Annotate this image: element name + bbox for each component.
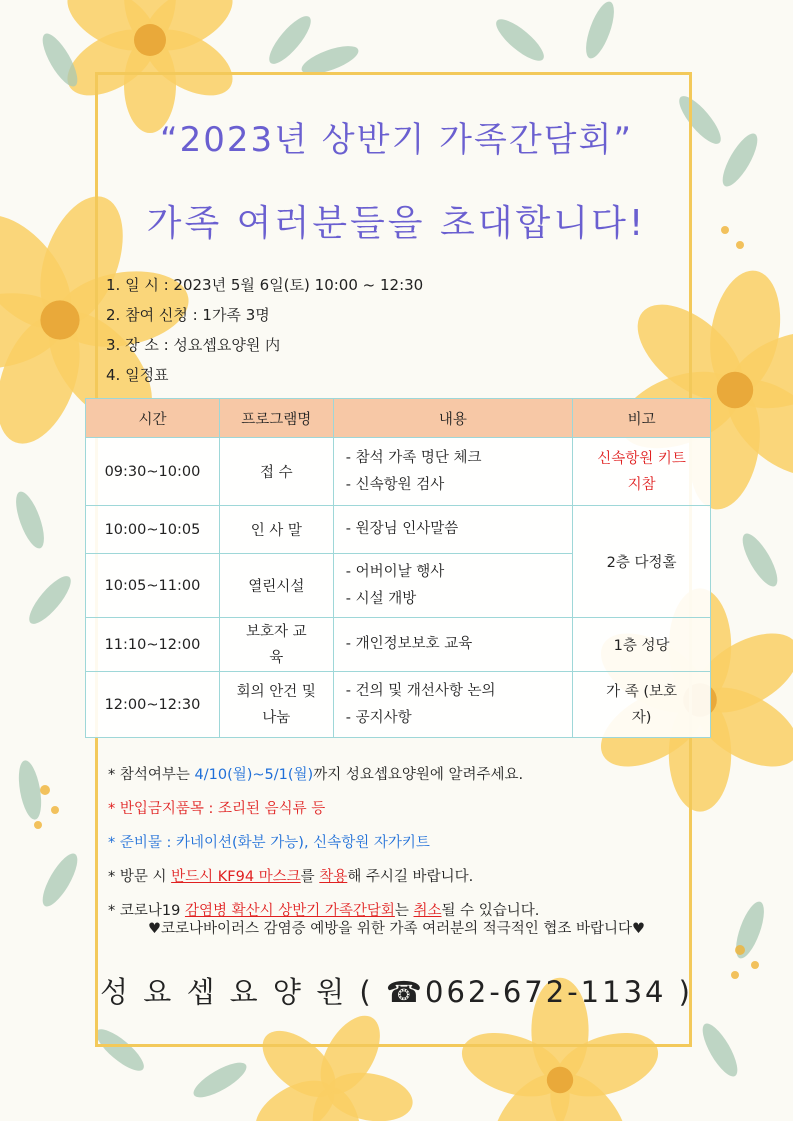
title-line-2: 가족 여러분들을 초대합니다! [146, 203, 647, 244]
content-line: - 건의 및 개선사항 논의 [345, 682, 496, 699]
header-content: 내용 [333, 399, 572, 438]
organization-contact: 성 요 셉 요 양 원 ( ☎062-672-1134 ) [99, 975, 694, 1009]
info-location: 3. 장 소 : 성요셉요양원 内 [106, 336, 281, 354]
content-line: - 참석 가족 명단 체크 [345, 449, 482, 466]
cell-content [333, 618, 572, 672]
cell-program: 접 수 [219, 438, 333, 506]
note-text: * 방문 시 [108, 869, 172, 885]
info-schedule-label: 4. 일정표 [106, 366, 169, 384]
header-time: 시간 [86, 399, 220, 438]
content-line: - 공지사항 [345, 709, 412, 726]
cell-program: 열린시설 [219, 554, 333, 618]
note-text: 해 주시길 바랍니다. [347, 869, 474, 885]
note-prepare: * 준비물 : 카네이션(화분 가능), 신속항원 자가키트 [108, 835, 430, 851]
cell-content [333, 672, 572, 738]
table-row [86, 672, 711, 738]
note-cancel-word: 취소 [413, 903, 442, 919]
info-participants: 2. 참여 신청 : 1가족 3명 [106, 306, 270, 324]
cell-program: 회의 안건 및 나눔 [219, 672, 333, 738]
notes-list [108, 758, 539, 928]
table-row [86, 506, 711, 554]
cell-note: 신속항원 키트 지참 [573, 438, 711, 506]
cell-time: 09:30~10:00 [86, 438, 220, 506]
note-text: 를 [300, 869, 320, 885]
note-attendance [108, 758, 539, 792]
cell-content [333, 438, 572, 506]
schedule-table [85, 398, 711, 738]
note-text: 까지 성요셉요양원에 알려주세요. [313, 767, 524, 783]
cell-program: 보호자 교육 [219, 618, 333, 672]
note-text: * 참석여부는 [108, 767, 195, 783]
content-line: - 신속항원 검사 [345, 476, 445, 493]
content-line: - 어버이날 행사 [345, 563, 445, 580]
cell-program: 인 사 말 [219, 506, 333, 554]
note-text: * 코로나19 [108, 903, 185, 919]
cell-time: 12:00~12:30 [86, 672, 220, 738]
cell-note: 가 족 (보호자) [573, 672, 711, 738]
cell-note: 2층 다정홀 [573, 506, 711, 618]
note-dates: 4/10(월)~5/1(월) [194, 767, 314, 783]
note-mask-emphasis: 반드시 KF94 마스크 [171, 869, 301, 885]
note-mask [108, 860, 539, 894]
title-line-1: “2023년 상반기 가족간담회” [160, 120, 633, 160]
header-program: 프로그램명 [219, 399, 333, 438]
info-date: 1. 일 시 : 2023년 5월 6일(토) 10:00 ~ 12:30 [106, 276, 424, 294]
cell-content [333, 554, 572, 618]
note-wear-emphasis: 착용 [319, 869, 348, 885]
cell-note: 1층 성당 [573, 618, 711, 672]
note-prohibited: * 반입금지품목 : 조리된 음식류 등 [108, 801, 326, 817]
table-row [86, 438, 711, 506]
table-header-row [86, 399, 711, 438]
cell-time: 10:05~11:00 [86, 554, 220, 618]
table-row [86, 618, 711, 672]
content-line: - 개인정보보호 교육 [345, 636, 473, 652]
content-line: - 원장님 인사말씀 [345, 521, 459, 537]
header-note: 비고 [573, 399, 711, 438]
event-info [106, 270, 423, 390]
content-line: - 시설 개방 [345, 590, 417, 607]
closing-message: ♥코로나바이러스 감염증 예방을 위한 가족 여러분의 적극적인 협조 바랍니다♥ [147, 921, 646, 937]
note-text: 는 [394, 903, 414, 919]
cell-content [333, 506, 572, 554]
cell-time: 11:10~12:00 [86, 618, 220, 672]
note-text: 될 수 있습니다. [441, 903, 540, 919]
cell-time: 10:00~10:05 [86, 506, 220, 554]
note-cancel-emphasis: 감염병 확산시 상반기 가족간담회 [184, 903, 395, 919]
